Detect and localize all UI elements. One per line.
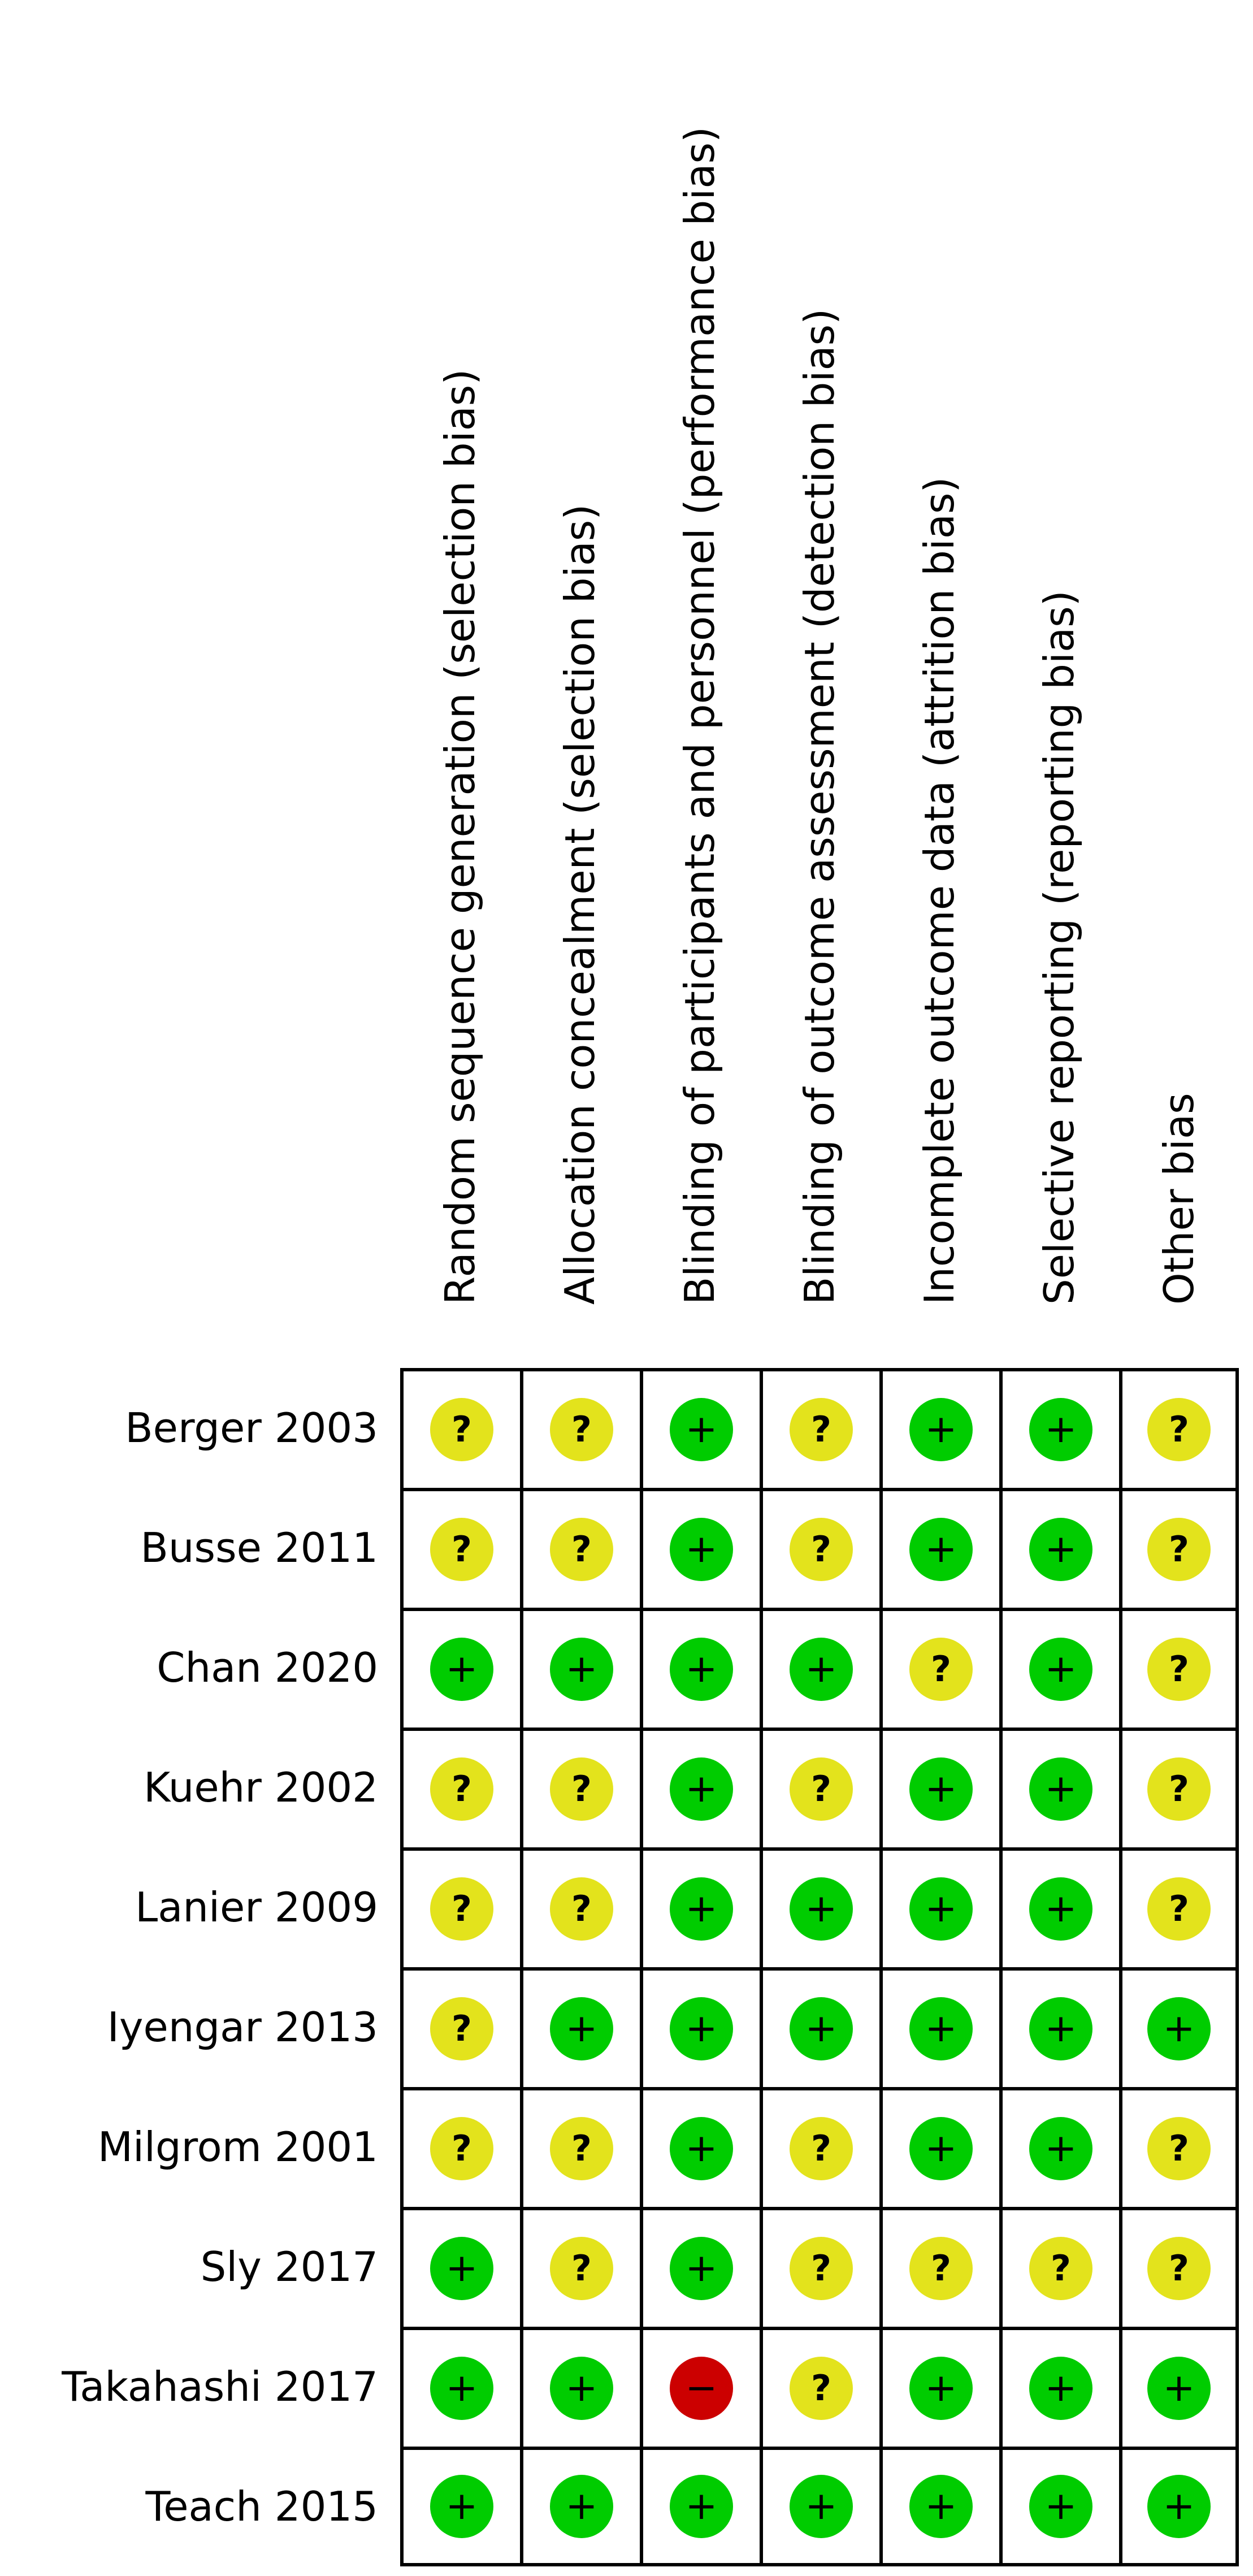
rating-cell — [520, 1368, 640, 1488]
rating-cell — [879, 1847, 999, 1967]
low-risk-icon: + — [1029, 1638, 1092, 1701]
rating-cell — [1119, 2327, 1239, 2447]
low-risk-icon: + — [790, 1638, 853, 1701]
rating-cell — [879, 2087, 999, 2207]
rating-cell — [1119, 2207, 1239, 2327]
low-risk-icon: + — [1029, 2475, 1092, 2538]
rating-cell — [400, 2447, 520, 2566]
low-risk-icon: + — [1029, 2357, 1092, 2420]
table-row — [400, 2207, 1239, 2327]
unclear-risk-icon: ? — [550, 2237, 613, 2300]
rating-cell — [400, 2327, 520, 2447]
column-header-text: Blinding of outcome assessment (detection bias) — [796, 308, 843, 1305]
rating-cell — [760, 2207, 879, 2327]
rating-cell — [400, 1488, 520, 1608]
low-risk-icon: + — [550, 1638, 613, 1701]
rating-cell — [520, 2447, 640, 2566]
rating-cell — [520, 1488, 640, 1608]
study-label: Berger 2003 — [125, 1404, 378, 1452]
low-risk-icon: + — [550, 2357, 613, 2420]
unclear-risk-icon: ? — [1147, 2237, 1211, 2300]
rating-cell — [999, 1368, 1119, 1488]
unclear-risk-icon: ? — [909, 2237, 973, 2300]
rating-cell — [520, 1967, 640, 2087]
low-risk-icon: + — [1029, 1518, 1092, 1581]
rating-cell — [879, 2447, 999, 2566]
rating-cell — [1119, 2447, 1239, 2566]
low-risk-icon: + — [790, 2475, 853, 2538]
low-risk-icon: + — [909, 1757, 973, 1821]
rating-cell — [640, 2087, 760, 2207]
rating-cell — [640, 2207, 760, 2327]
study-label: Lanier 2009 — [135, 1884, 378, 1931]
rating-cell — [1119, 1847, 1239, 1967]
rating-cell — [999, 1847, 1119, 1967]
rating-cell — [760, 2327, 879, 2447]
unclear-risk-icon: ? — [550, 1877, 613, 1941]
low-risk-icon: + — [1029, 1877, 1092, 1941]
rating-cell — [640, 1488, 760, 1608]
low-risk-icon: + — [430, 2237, 493, 2300]
column-header-text: Incomplete outcome data (attrition bias) — [916, 477, 963, 1305]
table-row — [400, 1368, 1239, 1488]
unclear-risk-icon: ? — [550, 2117, 613, 2180]
low-risk-icon: + — [430, 2475, 493, 2538]
rating-cell — [400, 1728, 520, 1847]
low-risk-icon: + — [670, 1757, 733, 1821]
rating-cell — [760, 2087, 879, 2207]
study-label: Busse 2011 — [140, 1524, 378, 1571]
study-label: Takahashi 2017 — [62, 2363, 378, 2410]
low-risk-icon: + — [909, 2117, 973, 2180]
rating-cell — [999, 1608, 1119, 1728]
rating-cell — [520, 2087, 640, 2207]
low-risk-icon: + — [670, 1518, 733, 1581]
rating-cell — [879, 1608, 999, 1728]
unclear-risk-icon: ? — [430, 1398, 493, 1461]
rating-cell — [400, 1967, 520, 2087]
unclear-risk-icon: ? — [1147, 1398, 1211, 1461]
rating-cell — [1119, 1488, 1239, 1608]
table-row — [400, 2327, 1239, 2447]
study-label: Sly 2017 — [200, 2243, 378, 2291]
unclear-risk-icon: ? — [1147, 1757, 1211, 1821]
rating-cell — [400, 2207, 520, 2327]
unclear-risk-icon: ? — [430, 1997, 493, 2060]
unclear-risk-icon: ? — [1147, 1638, 1211, 1701]
rating-cell — [640, 1608, 760, 1728]
rating-cell — [640, 1847, 760, 1967]
low-risk-icon: + — [550, 2475, 613, 2538]
rating-cell — [879, 1728, 999, 1847]
table-row — [400, 2087, 1239, 2207]
unclear-risk-icon: ? — [1147, 1518, 1211, 1581]
rating-cell — [879, 1488, 999, 1608]
unclear-risk-icon: ? — [430, 1877, 493, 1941]
unclear-risk-icon: ? — [1147, 1877, 1211, 1941]
low-risk-icon: + — [670, 1997, 733, 2060]
rating-cell — [1119, 1608, 1239, 1728]
rating-cell — [640, 1728, 760, 1847]
study-label: Iyengar 2013 — [107, 2003, 378, 2051]
low-risk-icon: + — [430, 2357, 493, 2420]
low-risk-icon: + — [909, 2475, 973, 2538]
rating-cell — [640, 2327, 760, 2447]
low-risk-icon: + — [1147, 2357, 1211, 2420]
column-header-text: Other bias — [1155, 1093, 1203, 1305]
rating-cell — [999, 2087, 1119, 2207]
unclear-risk-icon: ? — [1147, 2117, 1211, 2180]
column-header-text: Blinding of participants and personnel (performance bias) — [676, 126, 723, 1305]
unclear-risk-icon: ? — [430, 2117, 493, 2180]
table-row — [400, 1488, 1239, 1608]
rating-cell — [1119, 1728, 1239, 1847]
low-risk-icon: + — [909, 1877, 973, 1941]
low-risk-icon: + — [430, 1638, 493, 1701]
table-row — [400, 2447, 1239, 2566]
low-risk-icon: + — [909, 2357, 973, 2420]
low-risk-icon: + — [1147, 1997, 1211, 2060]
rating-cell — [1119, 1967, 1239, 2087]
table-row — [400, 1728, 1239, 1847]
rating-cell — [999, 2447, 1119, 2566]
study-label: Kuehr 2002 — [144, 1764, 378, 1811]
rating-cell — [640, 1967, 760, 2087]
rating-cell — [520, 2327, 640, 2447]
rating-cell — [640, 1368, 760, 1488]
rating-cell — [1119, 1368, 1239, 1488]
unclear-risk-icon: ? — [909, 1638, 973, 1701]
unclear-risk-icon: ? — [1029, 2237, 1092, 2300]
low-risk-icon: + — [1029, 1757, 1092, 1821]
rating-cell — [760, 1488, 879, 1608]
table-row — [400, 1847, 1239, 1967]
column-header-text: Allocation concealment (selection bias) — [556, 504, 604, 1305]
rating-cell — [879, 2207, 999, 2327]
rating-cell — [520, 1608, 640, 1728]
rating-cell — [760, 1967, 879, 2087]
table-row — [400, 1608, 1239, 1728]
low-risk-icon: + — [670, 1877, 733, 1941]
rating-cell — [400, 1608, 520, 1728]
unclear-risk-icon: ? — [430, 1757, 493, 1821]
unclear-risk-icon: ? — [550, 1757, 613, 1821]
rating-cell — [760, 1728, 879, 1847]
rating-cell — [400, 1847, 520, 1967]
low-risk-icon: + — [909, 1398, 973, 1461]
low-risk-icon: + — [909, 1997, 973, 2060]
study-label: Teach 2015 — [145, 2483, 378, 2530]
table-row — [400, 1967, 1239, 2087]
unclear-risk-icon: ? — [790, 1398, 853, 1461]
rating-cell — [400, 1368, 520, 1488]
study-label: Chan 2020 — [157, 1644, 378, 1691]
unclear-risk-icon: ? — [790, 1518, 853, 1581]
low-risk-icon: + — [670, 1638, 733, 1701]
low-risk-icon: + — [790, 1877, 853, 1941]
low-risk-icon: + — [670, 2117, 733, 2180]
rating-cell — [640, 2447, 760, 2566]
low-risk-icon: + — [670, 1398, 733, 1461]
unclear-risk-icon: ? — [790, 2357, 853, 2420]
rating-cell — [999, 1488, 1119, 1608]
low-risk-icon: + — [1147, 2475, 1211, 2538]
low-risk-icon: + — [909, 1518, 973, 1581]
low-risk-icon: + — [1029, 1997, 1092, 2060]
rating-cell — [520, 1728, 640, 1847]
rating-cell — [1119, 2087, 1239, 2207]
unclear-risk-icon: ? — [790, 2237, 853, 2300]
rating-cell — [760, 1368, 879, 1488]
rating-cell — [999, 1967, 1119, 2087]
rating-cell — [879, 2327, 999, 2447]
risk-of-bias-grid — [400, 1368, 1239, 2566]
rating-cell — [520, 1847, 640, 1967]
rating-cell — [879, 1368, 999, 1488]
rating-cell — [760, 1608, 879, 1728]
rating-cell — [760, 2447, 879, 2566]
rating-cell — [400, 2087, 520, 2207]
column-header-text: Random sequence generation (selection bias) — [436, 369, 484, 1305]
low-risk-icon: + — [1029, 2117, 1092, 2180]
rating-cell — [760, 1847, 879, 1967]
unclear-risk-icon: ? — [550, 1398, 613, 1461]
rating-cell — [999, 1728, 1119, 1847]
rating-cell — [879, 1967, 999, 2087]
study-label: Milgrom 2001 — [97, 2123, 378, 2171]
rating-cell — [999, 2207, 1119, 2327]
high-risk-icon: − — [670, 2357, 733, 2420]
low-risk-icon: + — [670, 2237, 733, 2300]
column-header-text: Selective reporting (reporting bias) — [1035, 590, 1083, 1305]
unclear-risk-icon: ? — [430, 1518, 493, 1581]
low-risk-icon: + — [790, 1997, 853, 2060]
study-labels — [0, 1368, 398, 2566]
unclear-risk-icon: ? — [790, 2117, 853, 2180]
low-risk-icon: + — [1029, 1398, 1092, 1461]
rating-cell — [520, 2207, 640, 2327]
unclear-risk-icon: ? — [550, 1518, 613, 1581]
unclear-risk-icon: ? — [790, 1757, 853, 1821]
low-risk-icon: + — [550, 1997, 613, 2060]
low-risk-icon: + — [670, 2475, 733, 2538]
rating-cell — [999, 2327, 1119, 2447]
